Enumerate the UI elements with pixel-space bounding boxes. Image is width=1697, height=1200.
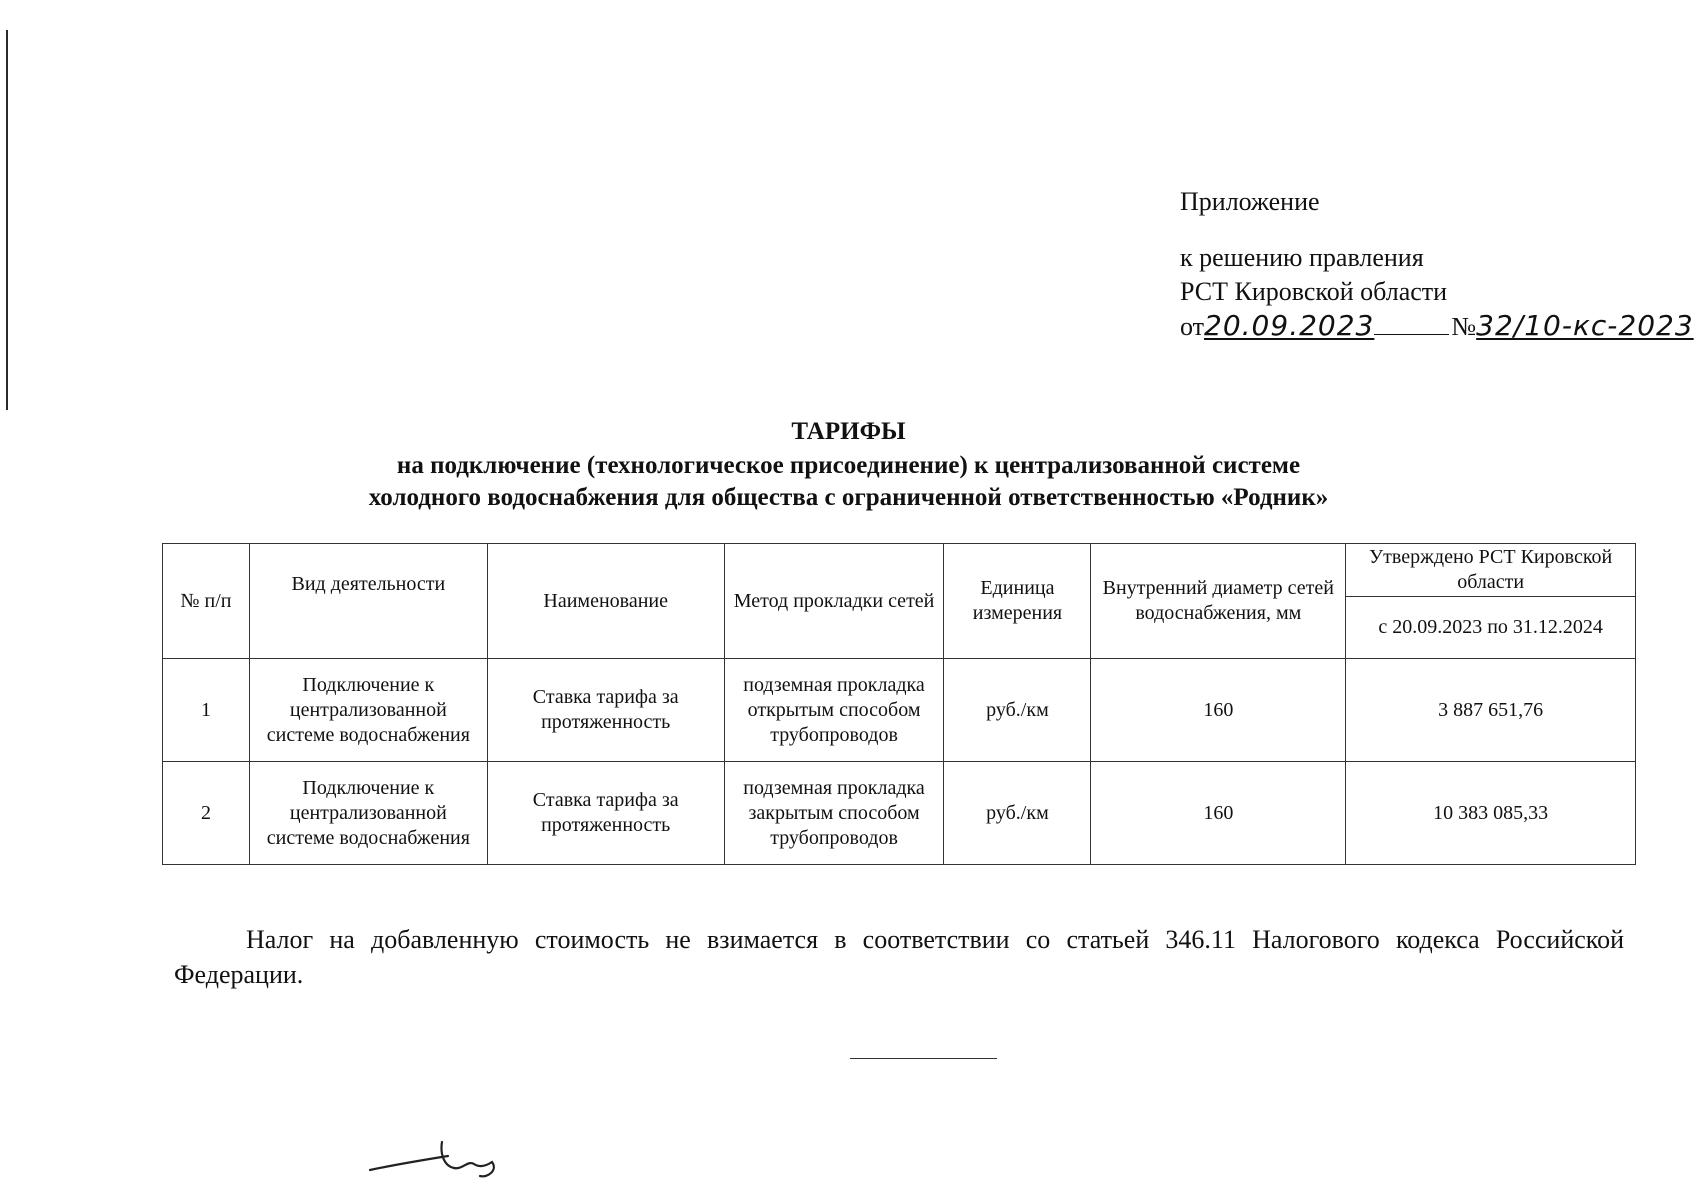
table-header-row (163, 544, 1636, 597)
handwritten-date: 20.09.2023 (1204, 309, 1375, 342)
header-method: Метод прокладки сетей (724, 544, 944, 659)
number-prefix: № (1451, 312, 1477, 341)
header-diameter: Внутренний диаметр сетей водоснабжения, мм (1091, 544, 1346, 659)
cell-num: 1 (163, 659, 250, 762)
handwritten-number: 32/10-кс-2023 (1476, 309, 1694, 342)
cell-unit: руб./км (944, 762, 1091, 865)
tariffs-table (162, 543, 1636, 865)
cell-activity: Подключение к централизованной системе водоснабжения (249, 762, 487, 865)
header-activity: Вид деятельности (249, 544, 487, 659)
header-unit: Единица измерения (944, 544, 1091, 659)
header-name: Наименование (487, 544, 724, 659)
cell-diameter: 160 (1091, 762, 1346, 865)
cell-num: 2 (163, 762, 250, 865)
cell-unit: руб./км (944, 659, 1091, 762)
header-num: № п/п (163, 544, 250, 659)
table-row (163, 659, 1636, 762)
document-subtitle-line2: холодного водоснабжения для общества с ограниченной ответственностью «Родник» (368, 484, 1329, 511)
appendix-line-decision: к решению правления (1180, 243, 1424, 272)
underline-blank (1374, 334, 1449, 335)
date-prefix: от (1180, 312, 1205, 341)
header-approved: Утверждено РСТ Кировской области (1346, 544, 1636, 597)
document-subtitle-line1: на подключение (технологическое присоединение) к централизованной системе (396, 452, 1301, 479)
vat-note: Налог на добавленную стоимость не взимается в соответствии со статьей 346.11 Налогового кодекса Российской Федерации. (174, 925, 1624, 989)
cell-method: подземная прокладка закрытым способом трубопроводов (724, 762, 944, 865)
cell-activity: Подключение к централизованной системе водоснабжения (249, 659, 487, 762)
appendix-date-number-line (1180, 309, 1694, 344)
cell-value: 10 383 085,33 (1346, 762, 1636, 865)
closing-rule (850, 1058, 997, 1059)
cell-name: Ставка тарифа за протяженность (487, 762, 724, 865)
cell-method: подземная прокладка открытым способом трубопроводов (724, 659, 944, 762)
document-title: ТАРИФЫ (791, 418, 906, 445)
signature-mark (368, 1130, 518, 1180)
cell-name: Ставка тарифа за протяженность (487, 659, 724, 762)
scan-edge-line (6, 30, 8, 410)
header-period: с 20.09.2023 по 31.12.2024 (1346, 597, 1636, 659)
cell-value: 3 887 651,76 (1346, 659, 1636, 762)
appendix-label: Приложение (1180, 187, 1320, 216)
appendix-block (1180, 185, 1694, 344)
appendix-line-authority: РСТ Кировской области (1180, 277, 1448, 306)
table-row (163, 762, 1636, 865)
cell-diameter: 160 (1091, 659, 1346, 762)
